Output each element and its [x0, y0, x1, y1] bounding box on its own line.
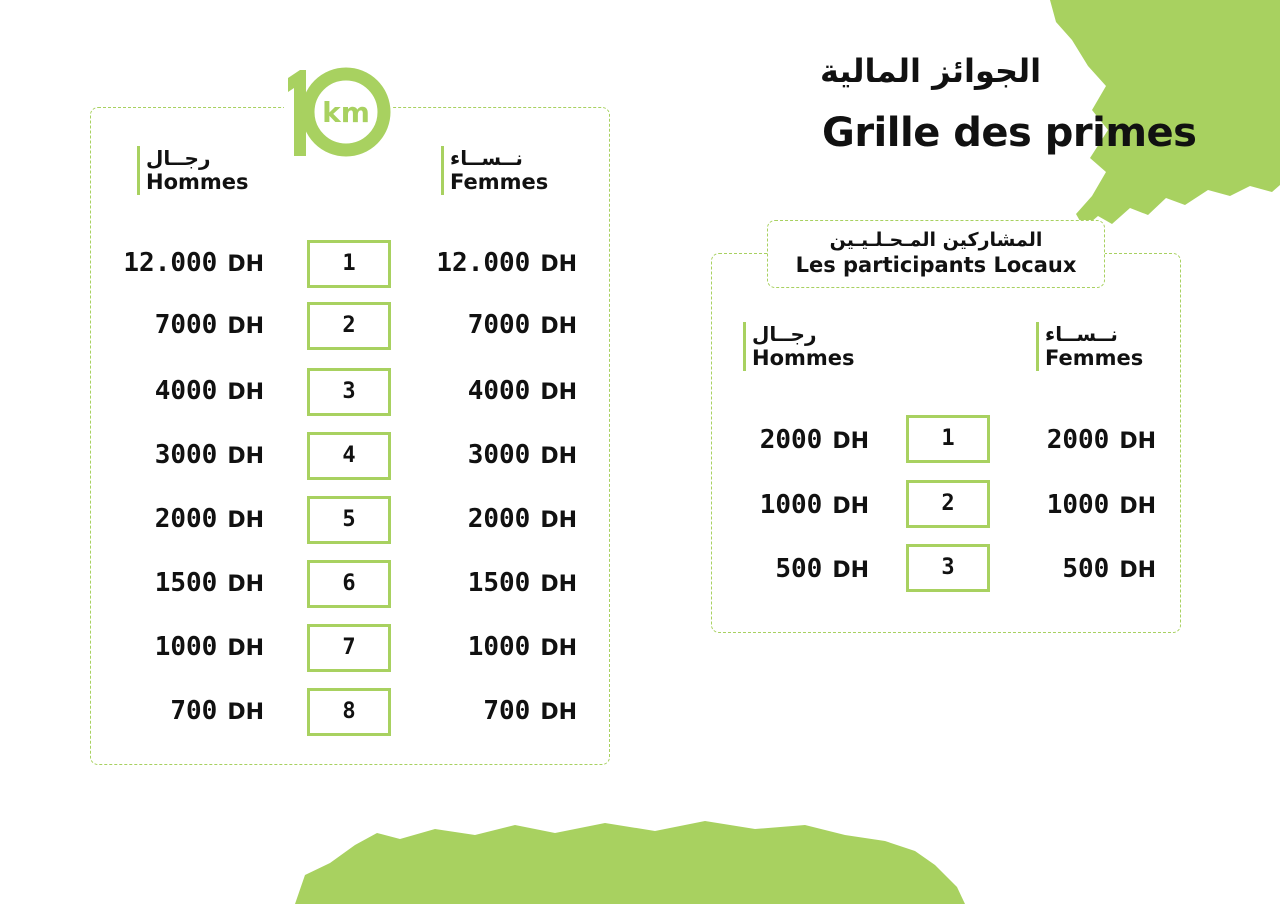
currency-label: DH — [832, 558, 869, 583]
title-french: Grille des primes — [822, 110, 1197, 156]
currency-label: DH — [540, 314, 577, 339]
main-women-header — [441, 146, 548, 195]
prize-value: 3000 — [467, 440, 531, 470]
rank-box: 4 — [307, 432, 391, 480]
prize-value: 1500 — [154, 568, 218, 598]
local-women-prize-amount — [956, 490, 1156, 520]
currency-label: DH — [1119, 494, 1156, 519]
rank-box: 1 — [906, 415, 990, 463]
logo-unit: km — [322, 96, 370, 129]
currency-label: DH — [227, 380, 264, 405]
currency-label: DH — [540, 636, 577, 661]
men-header-french: Hommes — [146, 170, 249, 194]
men-header-arabic: رجــال — [752, 322, 817, 346]
green-brush-stroke-bottom — [285, 815, 965, 904]
prize-value: 1000 — [154, 632, 218, 662]
women-prize-amount — [377, 632, 577, 662]
prize-value: 700 — [483, 696, 531, 726]
prize-value: 3000 — [154, 440, 218, 470]
prize-value: 700 — [170, 696, 218, 726]
prize-value: 7000 — [467, 310, 531, 340]
main-men-header — [137, 146, 249, 195]
local-women-prize-amount — [956, 554, 1156, 584]
rank-box: 5 — [307, 496, 391, 544]
local-title-french: Les participants Locaux — [795, 253, 1077, 277]
prize-value: 1000 — [759, 490, 823, 520]
rank-box: 2 — [906, 480, 990, 528]
currency-label: DH — [227, 700, 264, 725]
currency-label: DH — [1119, 558, 1156, 583]
prize-value: 2000 — [1046, 425, 1110, 455]
local-men-prize-amount — [669, 425, 869, 455]
currency-label: DH — [832, 429, 869, 454]
local-women-prize-amount — [956, 425, 1156, 455]
currency-label: DH — [540, 508, 577, 533]
currency-label: DH — [1119, 429, 1156, 454]
prize-value: 12.000 — [123, 248, 218, 278]
currency-label: DH — [540, 380, 577, 405]
men-prize-amount — [64, 248, 264, 278]
men-prize-amount — [64, 568, 264, 598]
prize-value: 4000 — [154, 376, 218, 406]
women-prize-amount — [377, 310, 577, 340]
currency-label: DH — [832, 494, 869, 519]
prize-value: 2000 — [154, 504, 218, 534]
prize-value: 4000 — [467, 376, 531, 406]
women-header-arabic: نــســاء — [450, 146, 523, 170]
women-prize-amount — [377, 248, 577, 278]
rank-box: 6 — [307, 560, 391, 608]
women-prize-amount — [377, 504, 577, 534]
currency-label: DH — [540, 572, 577, 597]
women-prize-amount — [377, 696, 577, 726]
prize-value: 12.000 — [436, 248, 531, 278]
men-header-french: Hommes — [752, 346, 855, 370]
prize-value: 2000 — [467, 504, 531, 534]
rank-box: 3 — [307, 368, 391, 416]
men-prize-amount — [64, 504, 264, 534]
rank-box: 2 — [307, 302, 391, 350]
title-arabic: الجوائز المالية — [820, 52, 1042, 90]
women-prize-amount — [377, 568, 577, 598]
currency-label: DH — [227, 508, 264, 533]
men-prize-amount — [64, 632, 264, 662]
currency-label: DH — [227, 252, 264, 277]
men-prize-amount — [64, 310, 264, 340]
local-women-header — [1036, 322, 1143, 371]
local-men-prize-amount — [669, 554, 869, 584]
rank-box: 8 — [307, 688, 391, 736]
local-men-header — [743, 322, 855, 371]
currency-label: DH — [227, 314, 264, 339]
currency-label: DH — [540, 700, 577, 725]
men-header-arabic: رجــال — [146, 146, 211, 170]
currency-label: DH — [227, 572, 264, 597]
rank-box: 3 — [906, 544, 990, 592]
men-prize-amount — [64, 376, 264, 406]
prize-value: 1500 — [467, 568, 531, 598]
prize-value: 1000 — [467, 632, 531, 662]
prize-value: 500 — [775, 554, 823, 584]
women-prize-amount — [377, 376, 577, 406]
local-title-arabic: المشاركين المـحـلـيـين — [829, 229, 1043, 251]
prize-value: 500 — [1062, 554, 1110, 584]
currency-label: DH — [227, 444, 264, 469]
currency-label: DH — [540, 252, 577, 277]
women-header-arabic: نــســاء — [1045, 322, 1118, 346]
currency-label: DH — [540, 444, 577, 469]
rank-box: 1 — [307, 240, 391, 288]
local-participants-title — [767, 220, 1105, 288]
men-prize-amount — [64, 440, 264, 470]
women-header-french: Femmes — [450, 170, 549, 194]
rank-box: 7 — [307, 624, 391, 672]
currency-label: DH — [227, 636, 264, 661]
women-prize-amount — [377, 440, 577, 470]
10km-logo — [284, 62, 392, 160]
women-header-french: Femmes — [1045, 346, 1144, 370]
men-prize-amount — [64, 696, 264, 726]
prize-value: 1000 — [1046, 490, 1110, 520]
prize-value: 2000 — [759, 425, 823, 455]
prize-value: 7000 — [154, 310, 218, 340]
local-men-prize-amount — [669, 490, 869, 520]
